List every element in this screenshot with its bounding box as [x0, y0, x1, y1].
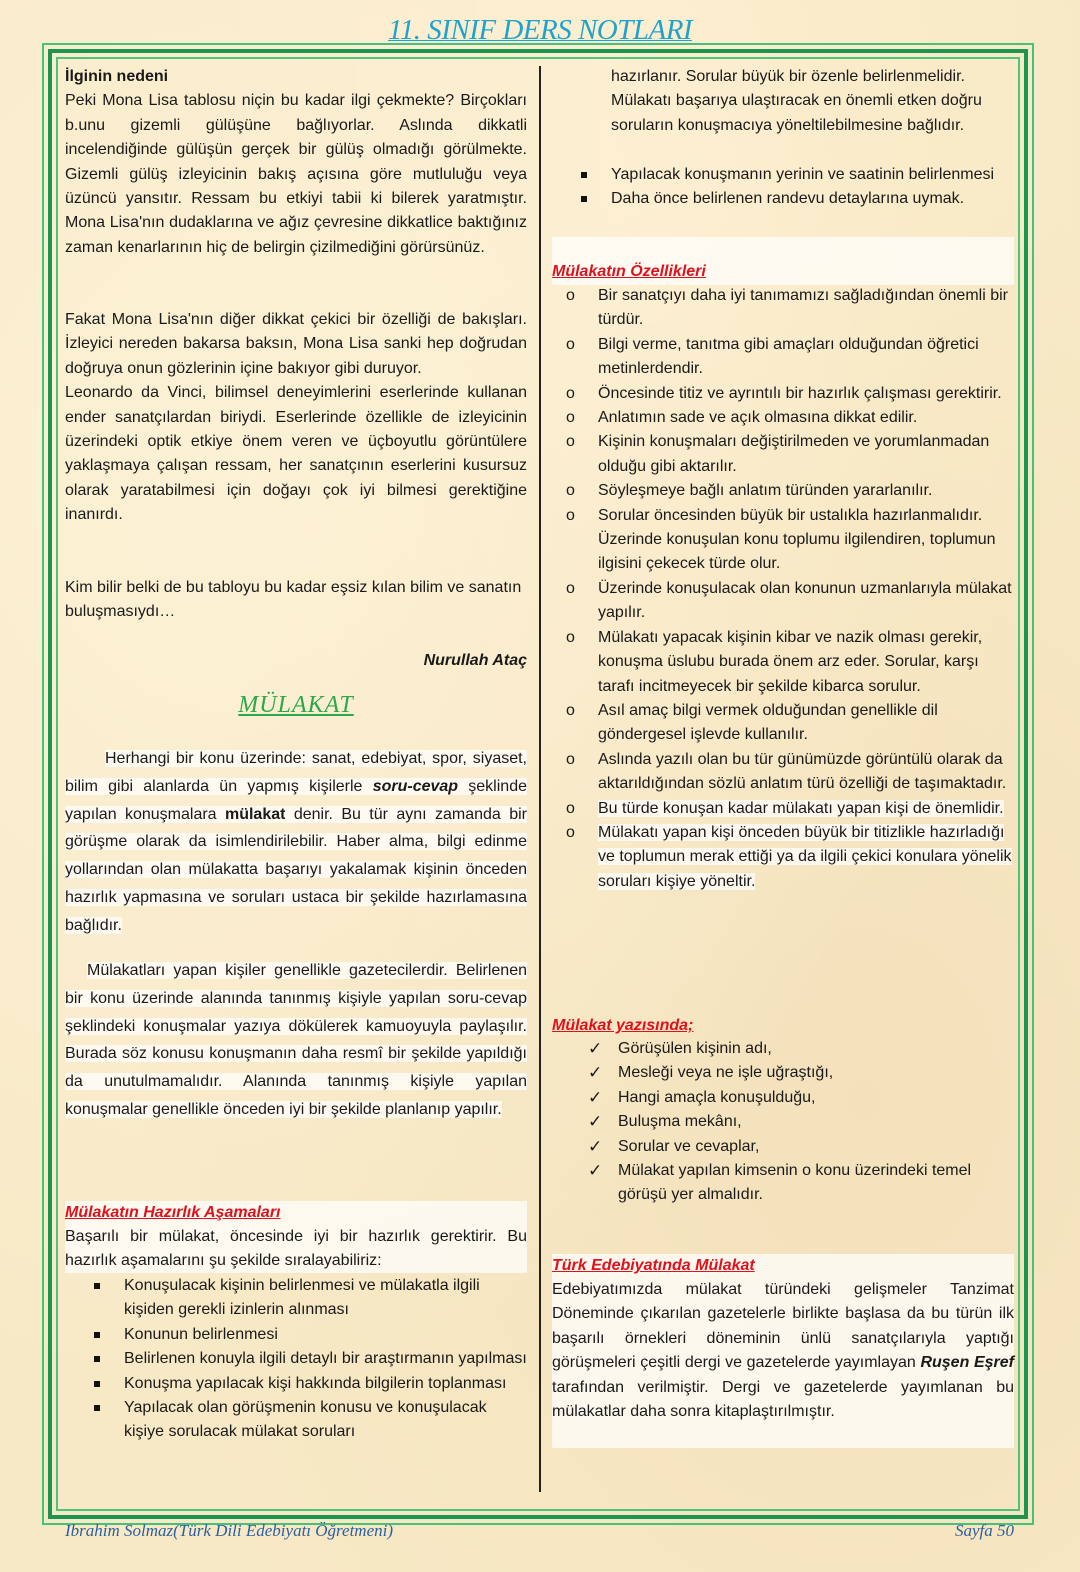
list-item [552, 1037, 982, 1061]
author-emphasis: Ruşen Eşref [920, 1354, 1014, 1372]
list-item [552, 1135, 982, 1159]
circle-bullet-icon: o [566, 482, 575, 500]
list-item-text: Kişinin konuşmaları değiştirilmeden ve yorumlanmadan olduğu gibi aktarılır. [598, 433, 990, 475]
definition-text: şeklinde yapılan konuşmalara [65, 777, 527, 823]
list-item-text: Yapılacak olan görüşmenin konusu ve konuşulacak kişiye sorulacak mülakat soruları [124, 1399, 487, 1441]
checkmark-icon: ✓ [588, 1063, 603, 1083]
writing-list [552, 1037, 982, 1208]
column-divider [539, 66, 541, 1492]
writing-heading-text: Mülakat yazısında; [552, 1017, 694, 1034]
turk-paragraph [552, 1278, 1014, 1424]
section-bakislar [65, 308, 527, 528]
checkmark-icon: ✓ [588, 1136, 603, 1156]
paragraph: Leonardo da Vinci, bilimsel deneyimlerini eserlerinde kullanan ender sanatçılardan biriydi. Eserlerinde özellikle de izleyicinin üzerindeki optik etkiye önem veren ve üçboyutlu görüntülere yaklaşmaya çalışan ressam, her sanatçının eserlerini kusursuz olarak yaratabilmesi için doğayı çok iyi bilmesi gerektiğine inanırdı. [65, 384, 527, 524]
features-heading [552, 260, 1014, 284]
definition-text: denir. Bu tür aynı zamanda bir görüşme olarak da isimlendirilebilir. Haber alma, bilgi edinme yollarından olan mülakatta başarıyı yakalamak kişinin önceden hazırlık yapmasına ve soruları ustaca bir şekilde hazırlamasına bağlıdır. [65, 805, 527, 934]
list-item-text: Öncesinde titiz ve ayrıntılı bir hazırlık çalışması gerektirir. [598, 384, 1002, 402]
definition-emphasis: soru-cevap [372, 777, 459, 795]
list-item-text: Belirlenen konuyla ilgili detaylı bir araştırmanın yapılması [124, 1350, 527, 1368]
circle-bullet-icon: o [566, 384, 575, 402]
list-item [552, 797, 1018, 821]
list-item-text: Söyleşmeye bağlı anlatım türünden yararlanılır. [598, 482, 933, 500]
square-bullet-icon [94, 1356, 100, 1362]
section-title: İlginin nedeni [65, 68, 169, 85]
page-header-title: 11. SINIF DERS NOTLARI [387, 14, 693, 46]
square-bullet-icon [94, 1332, 100, 1338]
list-item-text: Mesleği veya ne işle uğraştığı, [618, 1064, 834, 1082]
list-item-text: Konuşulacak kişinin belirlenmesi ve mülakatla ilgili kişiden gerekli izinlerin alınması [124, 1277, 480, 1319]
list-item [552, 187, 1014, 211]
list-item [552, 1110, 982, 1134]
checkmark-icon: ✓ [588, 1112, 603, 1132]
list-item [552, 699, 1018, 748]
list-item [552, 333, 1018, 382]
footer-author: Ibrahim Solmaz(Türk Dili Edebiyatı Öğretmeni) [65, 1521, 393, 1540]
prep-list [65, 1274, 527, 1445]
writing-heading [552, 1014, 1014, 1038]
circle-bullet-icon: o [566, 750, 575, 768]
list-item [552, 1159, 982, 1208]
paragraph: Peki Mona Lisa tablosu niçin bu kadar ilgi çekmekte? Birçokları b.unu gizemli gülüşüne bağlıyorlar. Aslında dikkatli incelendiğinde gülüşün gerçek bir gülüş olmadığı görülmekte. Gizemli gülüş izleyicinin bakış açısına göre mutluluğu veya üzüncü yansıtır. Ressam bu etkiyi tabii ki bilerek yaratmıştır. Mona Lisa'nın dudaklarına ve ağız çevresine dikkatlice baktığınız zaman kenarlarının hiç de belirgin çizilmediğini görürsünüz. [65, 92, 527, 256]
list-item-text: Sorular öncesinden büyük bir ustalıkla hazırlanmalıdır. Üzerinde konuşulan konu toplumu ilgilendiren, toplumun ilgisini çekecek türde olur. [598, 506, 996, 573]
checkmark-icon: ✓ [588, 1161, 603, 1181]
list-item [65, 1372, 527, 1396]
circle-bullet-icon: o [566, 823, 575, 841]
list-item [552, 626, 1018, 699]
list-item-text: Sorular ve cevaplar, [618, 1137, 760, 1155]
list-item [552, 748, 1018, 797]
circle-bullet-icon: o [566, 701, 575, 719]
mulakat-definition [65, 745, 527, 940]
list-item [552, 382, 1018, 406]
square-bullet-icon [581, 196, 587, 202]
prep-intro: Başarılı bir mülakat, öncesinde iyi bir hazırlık gerektirir. Bu hazırlık aşamalarını şu şekilde sıralayabiliriz: [65, 1228, 527, 1270]
list-item [552, 479, 1018, 503]
list-item-text: Bu türde konuşan kadar mülakatı yapan kişi de önemlidir. [598, 799, 1004, 817]
list-item-text: Mülakatı yapacak kişinin kibar ve nazik olması gerekir, konuşma üslubu burada önem arz eder. Sorular, karşı tarafı incitmeyecek bir şekilde kibarca sorulur. [598, 628, 983, 695]
list-item-text: Konunun belirlenmesi [124, 1325, 278, 1343]
mulakat-heading: MÜLAKAT [238, 692, 354, 718]
definition-text: Herhangi bir konu üzerinde: sanat, edebiyat, spor, siyaset, bilim gibi alanlarda ün yapmış kişilerle [65, 750, 527, 795]
list-item [552, 163, 1014, 187]
list-item-text: Anlatımın sade ve açık olmasına dikkat edilir. [598, 409, 918, 427]
closing-paragraph: Kim bilir belki de bu tabloyu bu kadar eşsiz kılan bilim ve sanatın buluşmasıydı… [65, 579, 522, 621]
prep-heading [65, 1201, 527, 1225]
circle-bullet-icon: o [566, 579, 575, 597]
list-item-text: Görüşülen kişinin adı, [618, 1040, 772, 1057]
list-item-text: Mülakat yapılan kimsenin o konu üzerindeki temel görüşü yer almalıdır. [618, 1162, 972, 1204]
square-bullet-icon [94, 1381, 100, 1387]
features-heading-text: Mülakatın Özellikleri [552, 263, 706, 280]
list-item-text: Buluşma mekânı, [618, 1113, 742, 1131]
circle-bullet-icon: o [566, 799, 575, 817]
circle-bullet-icon: o [566, 335, 575, 353]
turk-heading [552, 1254, 1014, 1278]
prep-list-continued [552, 163, 1014, 212]
prep-heading-text: Mülakatın Hazırlık Aşamaları [65, 1204, 281, 1221]
author-name: Nurullah Ataç [423, 652, 527, 669]
turk-heading-text: Türk Edebiyatında Mülakat [552, 1257, 755, 1274]
list-item [65, 1396, 527, 1445]
section-ilginin-nedeni [65, 65, 527, 260]
list-item-text: Aslında yazılı olan bu tür günümüzde görüntülü olarak da aktarıldığından sözlü anlatım türü özelliği de taşımaktadır. [598, 750, 1007, 793]
list-item [552, 577, 1018, 626]
list-item [65, 1274, 527, 1323]
circle-bullet-icon: o [566, 433, 575, 451]
list-item-text: Hangi amaçla konuşulduğu, [618, 1088, 816, 1106]
paragraph-text: tarafından verilmiştir. Dergi ve gazetelerde yayımlanan bu mülakatlar daha sonra kitaplaştırılmıştır. [552, 1378, 1014, 1421]
list-item-text: Bilgi verme, tanıtma gibi amaçları olduğundan öğretici metinlerdendir. [598, 335, 979, 378]
mulakat-paragraph-2 [65, 957, 527, 1124]
paragraph-text: Edebiyatımızda mülakat türündeki gelişmeler Tanzimat Döneminde çıkarılan gazetelerle birlikte başlasa da bu türün ilk başarılı örnekleri döneminin ünlü sanatçılarıyla yaptığı görüşmeleri çeşitli dergi ve gazetelerde yayımlayan [552, 1281, 1014, 1372]
square-bullet-icon [94, 1283, 100, 1289]
list-item [552, 504, 1018, 577]
list-item [552, 284, 1018, 333]
list-item-text: Üzerinde konuşulacak olan konunun uzmanlarıyla mülakat yapılır. [598, 579, 1012, 622]
features-list [552, 284, 1018, 894]
square-bullet-icon [581, 172, 587, 178]
prep-continuation: hazırlanır. Sorular büyük bir özenle belirlenmelidir. Mülakatı başarıya ulaştıracak en önemli etken doğru soruların konuşmacıya yöneltilebilmesine bağlıdır. [611, 68, 982, 134]
paragraph: Mülakatları yapan kişiler genellikle gazetecilerdir. Belirlenen bir konu üzerinde alanında tanınmış kişiyle yapılan soru-cevap şeklindeki konuşmalar yazıya dökülerek kamuoyuyla paylaşılır. Burada söz konusu konuşmanın daha resmî bir şekilde yapıldığı da unutulmamalıdır. Alanında tanınmış kişiyle yapılan konuşmalar genellikle önceden iyi bir şekilde planlanıp yapılır. [65, 962, 527, 1118]
circle-bullet-icon: o [566, 287, 575, 304]
circle-bullet-icon: o [566, 628, 575, 646]
circle-bullet-icon: o [566, 506, 575, 524]
square-bullet-icon [94, 1405, 100, 1411]
list-item [65, 1323, 527, 1347]
list-item-text: Konuşma yapılacak kişi hakkında bilgilerin toplanması [124, 1374, 507, 1392]
list-item [552, 406, 1018, 430]
list-item-text: Mülakatı yapan kişi önceden büyük bir titizlikle hazırladığı ve toplumun merak ettiği ya da ilgili çekici konulara yönelik soruları kişiye yöneltir. [598, 823, 1012, 890]
list-item [552, 1086, 982, 1110]
checkmark-icon: ✓ [588, 1039, 603, 1058]
checkmark-icon: ✓ [588, 1087, 603, 1107]
list-item [552, 1061, 982, 1085]
list-item-text: Yapılacak konuşmanın yerinin ve saatinin belirlenmesi [611, 166, 995, 183]
list-item [552, 430, 1018, 479]
circle-bullet-icon: o [566, 409, 575, 427]
list-item-text: Daha önce belirlenen randevu detaylarına uymak. [611, 190, 965, 208]
footer-page-number: Sayfa 50 [954, 1521, 1014, 1540]
paragraph: Fakat Mona Lisa'nın diğer dikkat çekici bir özelliği de bakışları. İzleyici nereden bakarsa baksın, Mona Lisa sanki hep doğrudan doğruya onun gözlerinin içine bakıyor gibi duruyor. [65, 311, 527, 377]
definition-keyword: mülakat [224, 805, 286, 823]
list-item [65, 1347, 527, 1371]
list-item-text: Asıl amaç bilgi vermek olduğundan genellikle dil göndergesel işlevde kullanılır. [598, 701, 938, 744]
list-item-text: Bir sanatçıyı daha iyi tanımamızı sağladığından önemli bir türdür. [598, 287, 1008, 329]
list-item [552, 821, 1018, 894]
